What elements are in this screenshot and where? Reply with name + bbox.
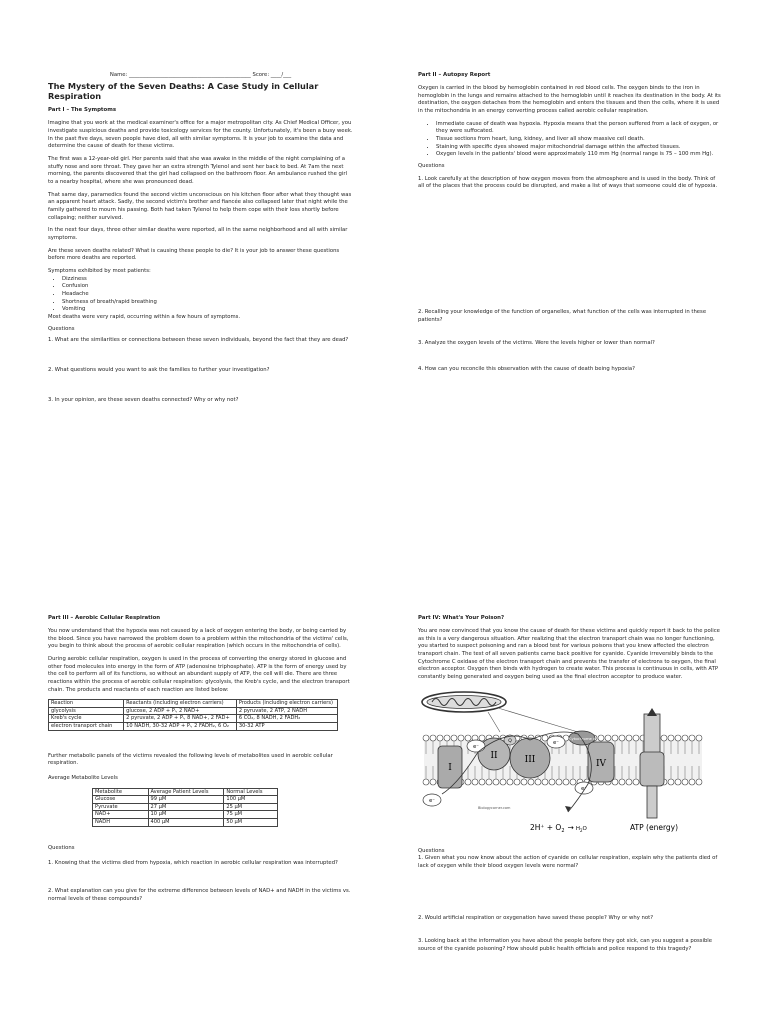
question-item: 1. Knowing that the victims died from hypoxia, which reaction in aerobic cellular respiration was interrupted? [48,860,338,867]
phospholipid-head [535,779,541,785]
question-item: 2. Would artificial respiration or oxygenation have saved these people? Why or why not? [418,914,654,921]
part-3-heading: Part III – Aerobic Cellular Respiration [48,615,161,621]
phospholipid-head [626,735,632,741]
phospholipid-head [668,735,674,741]
table-cell: 27 μM [148,803,224,811]
phospholipid-head [437,735,443,741]
table-cell: glycolysis [49,707,124,715]
phospholipid-head [626,779,632,785]
table-row [93,811,278,819]
equation-reactants: $2H^+ + O_2 \to H_2^O$ [530,822,587,834]
part-2-paragraph: Oxygen is carried in the blood by hemoglobin contained in red blood cells. The oxygen binds to the iron in hemoglobin in the lungs and remains attached to the hemoglobin until it reaches its destination in the body. At its destination, the oxygen detaches from the hemoglobin and enters the tissues and then the cells, where it is used in the mitochondria in an energy converting process called aerobic cellular respiration. [418,84,721,114]
electron-label: e⁻ [553,739,559,746]
part-1-paragraph: In the next four days, three other similar deaths were reported, all in the same neighborhood and all with similar symptoms. [48,227,348,241]
question-item: 2. What questions would you want to ask the families to further your investigation? [48,366,270,373]
phospholipid-head [682,735,688,741]
part-4-paragraph: You are now convinced that you know the cause of death for these victims and quickly report it back to the police as this is a very dangerous situation. After realizing that the electron transport chain was no longer functioning, you started to suspect poisoning and ran a blood test for various poisons that you knew affected the electron transport chain. The test of all seven patients came back positive for cyanide. Cyanide irreversibly binds to the Cytochrome C oxidase of the electron transport chain and prevents the transfer of electrons to oxygen, the final electron acceptor. Oxygen then binds with hydrogen to create water. This process is continuous in cells, with ATP constantly being generated and oxygen being used as the final electron acceptor to produce water. [418,627,720,680]
cytochrome-c-label: Cytochrome c [568,735,596,741]
table-cell: 2 pyruvate, 2 ATP, 2 NADH [236,707,337,715]
phospholipid-head [696,735,702,741]
questions-label: Questions [418,162,445,169]
table-header-cell: Reactants (including electron carriers) [124,700,237,708]
q-label: Q [508,738,512,744]
complex-iv-label: IV [595,758,607,769]
phospholipid-head [563,779,569,785]
phospholipid-head [633,779,639,785]
complex-i-label: I [448,762,452,773]
questions-label: Questions [48,844,75,851]
part-3-paragraph: During aerobic cellular respiration, oxygen is used in the process of converting the energy stored in glucose and other food molecules into energy in the form of ATP (adenosine triphosphate). ATP is the form of energy used by the cell to perform all of its functions, so without an abundant supply of ATP, the cell will die. There are three reactions within the process of aerobic cellular respiration: glycolysis, the Kreb's cycle, and the electron transport chain. The products and reactants of each reaction are listed below: [48,655,350,693]
table-cell: 75 μM [224,811,278,819]
electron-label: e⁻ [429,797,435,804]
table-row [93,796,278,804]
autopsy-finding: • Immediate cause of death was hypoxia. Hypoxia means that the person suffered from a lack of oxygen, or they were suffocated. [436,121,722,136]
reaction-table [48,699,338,730]
symptoms-note: Most deaths were very rapid, occurring within a few hours of symptoms. [48,313,241,320]
atp-energy-label: ATP (energy) [630,822,679,832]
part-1-paragraph: The first was a 12-year-old girl. Her parents said that she was awake in the middle of the night complaining of a stuffy nose and sore throat. They gave her an extra strength Tylenol and sent her back to bed. At 7am the next morning, the parents discovered that the girl had collapsed on the bathroom floor. An ambulance rushed the girl to a nearby hospital, where she was pronounced dead. [48,155,347,185]
phospholipid-head [598,735,604,741]
question-item: 3. Analyze the oxygen levels of the victims. Were the levels higher or lower than normal? [418,340,655,347]
symptoms-list [48,276,353,314]
part-1-paragraph: That same day, paramedics found the second victim unconscious on his kitchen floor after what they thought was an apparent heart attack. Sadly, the second victim's brother and fiancée also collapsed later that night while the family gathered to mourn his passing. Both had taken Tylenol to help them cope with their loss shortly before collapsing; neither survived. [48,191,352,221]
part-2-heading: Part II – Autopsy Report [418,72,491,78]
complex-iii-label: III [524,754,536,765]
phospholipid-head [472,779,478,785]
etc-diagram-svg [418,688,714,840]
phospholipid-head [556,779,562,785]
table-cell: 10 μM [148,811,224,819]
question-item: 3. Looking back at the information you have about the people before they got sick, can you suggest a possible source of the cyanide poisoning? How should public health officials and police respond to this tragedy? [418,938,713,952]
table-cell: glucose, 2 ADP + Pᵢ, 2 NAD+ [124,707,237,715]
question-item: 2. What explanation can you give for the extreme difference between levels of NAD+ and NADH in the victims vs. normal levels of these compounds? [48,888,351,902]
phospholipid-head [675,779,681,785]
phospholipid-head [479,735,485,741]
phospholipid-head [619,779,625,785]
phospholipid-head [479,779,485,785]
symptom-item: • Dizziness [62,276,353,284]
phospholipid-head [458,735,464,741]
phospholipid-head [486,779,492,785]
autopsy-finding: • Staining with specific dyes showed major mitochondrial damage within the affected tissues. [436,144,722,152]
page-part-1 [48,72,353,409]
phospholipid-head [451,735,457,741]
phospholipid-head [675,735,681,741]
part-3-paragraph: You now understand that the hypoxia was not caused by a lack of oxygen entering the body, or being carried by the blood. Since you have narrowed the problem down to a problem within the mitochondria of the victims' cells, you begin to think about the process of aerobic cellular respiration (which occurs in the mitochondria of cells). [48,627,349,650]
page-part-4 [418,615,722,959]
metabolic-panel-text: Further metabolic panels of the victims revealed the following levels of metabolites used in aerobic cellular respiration. [48,752,333,767]
table-row [49,715,338,723]
questions-label: Questions [418,847,445,854]
phospholipid-head [689,779,695,785]
phospholipid-head [465,735,471,741]
symptom-item: • Shortness of breath/rapid breathing [62,299,353,307]
phospholipid-head [542,779,548,785]
phospholipid-head [465,779,471,785]
autopsy-finding: • Tissue sections from heart, lung, kidney, and liver all show massive cell death. [436,136,722,144]
table-cell: 30-32 ATP [236,723,337,731]
phospholipid-head [423,735,429,741]
part-1-paragraph: Are these seven deaths related? What is causing these people to die? It is your job to answer these questions before more deaths are reported. [48,247,340,262]
questions-label: Questions [48,325,75,332]
table-cell: 6 CO₂, 8 NADH, 2 FADH₂ [236,715,337,723]
phospholipid-head [423,779,429,785]
phospholipid-head [500,779,506,785]
phospholipid-head [528,779,534,785]
question-item: 4. How can you reconcile this observation with the cause of death being hypoxia? [418,365,635,372]
symptom-item: • Confusion [62,283,353,291]
table-cell: 400 μM [148,819,224,827]
table-cell: NAD+ [93,811,149,819]
atp-synthase-icon [640,708,664,818]
phospholipid-head [612,735,618,741]
table-row [93,803,278,811]
phospholipid-head [493,779,499,785]
table-header-cell: Metabolite [93,788,149,796]
phospholipid-head [605,735,611,741]
phospholipid-head [430,779,436,785]
table-cell: 10 NADH, 30-32 ADP + Pᵢ, 2 FADH₂, 6 O₂ [124,723,237,731]
table-header-row [93,788,278,796]
table-cell: 50 μM [224,819,278,827]
document-title: The Mystery of the Seven Deaths: A Case Study in Cellular Respiration [48,80,319,101]
table-header-row [49,700,338,708]
phospholipid-head [430,735,436,741]
question-item: 2. Recalling your knowledge of the function of organelles, what function of the cells was interrupted in these patients? [418,308,707,323]
table-row [49,707,338,715]
electron-label: e⁻ [473,743,479,750]
table-header-cell: Normal Levels [224,788,278,796]
metabolite-table-label: Average Metabolite Levels [48,774,118,781]
question-item: 3. In your opinion, are these seven deaths connected? Why or why not? [48,396,239,403]
phospholipid-head [696,779,702,785]
symptoms-intro: Symptoms exhibited by most patients: [48,267,151,274]
phospholipid-head [444,735,450,741]
electron-label: e⁻ [581,785,587,792]
part-1-paragraph: Imagine that you work at the medical examiner's office for a major metropolitan city. As Chief Medical Officer, you investigate suspicious deaths and provide toxicology services for the county. Unfortunately, it's been a busy week. In the past five days, seven people have died, all with similar symptoms. It is your job to examine the data and determine the cause of death for these victims. [48,120,353,150]
autopsy-finding: • Oxygen levels in the patients' blood were approximately 110 mm Hg (normal range is 75 – 100 mm Hg). [436,151,722,159]
mitochondrion-icon [422,692,506,712]
phospholipid-head [514,779,520,785]
phospholipid-head [570,779,576,785]
table-row [49,723,338,731]
table-cell: Pyruvate [93,803,149,811]
phospholipid-head [682,779,688,785]
table-cell: 25 μM [224,803,278,811]
part-4-heading: Part IV: What's Your Poison? [418,615,505,621]
question-item: 1. Look carefully at the description of how oxygen moves from the atmosphere and is used in the body. Think of all of the places that the process could be disrupted, and make a list of ways that someone could die of hypoxia. [418,175,718,190]
complex-ii-label: II [490,750,498,761]
phospholipid-head [619,735,625,741]
table-cell: NADH [93,819,149,827]
table-cell: electron transport chain [49,723,124,731]
question-item: 1. Given what you now know about the action of cyanide on cellular respiration, explain why the patients died of lack of oxygen while their blood oxygen levels were normal? [418,855,718,869]
part-1-heading: Part I – The Symptoms [48,107,117,114]
table-cell: 99 μM [148,796,224,804]
symptom-item: • Headache [62,291,353,299]
table-header-cell: Products (including electron carriers) [236,700,337,708]
phospholipid-head [633,735,639,741]
table-row [93,819,278,827]
table-cell: Glucose [93,796,149,804]
autopsy-findings-list [418,121,722,159]
phospholipid-head [507,779,513,785]
table-header-cell: Reaction [49,700,124,708]
table-cell: 100 μM [224,796,278,804]
electron-transport-chain-diagram [418,688,722,840]
page-part-3 [48,615,353,908]
table-header-cell: Average Patient Levels [148,788,224,796]
phospholipid-head [549,779,555,785]
question-item: 1. What are the similarities or connections between these seven individuals, beyond the fact that they are dead? [48,337,349,344]
table-cell: Kreb's cycle [49,715,124,723]
name-score-line: Name: ______________________________________________ Score: ____/___ [109,72,292,78]
phospholipid-head [521,779,527,785]
symptom-item: • Vomiting [62,306,353,314]
phospholipid-head [661,735,667,741]
phospholipid-head [668,779,674,785]
phospholipid-head [689,735,695,741]
diagram-credit: Biologycorner.com [478,805,511,810]
page-part-2 [418,72,722,379]
table-cell: 2 pyruvate, 2 ADP + Pᵢ, 8 NAD+, 2 FAD+ [124,715,237,723]
metabolite-table [92,788,278,827]
